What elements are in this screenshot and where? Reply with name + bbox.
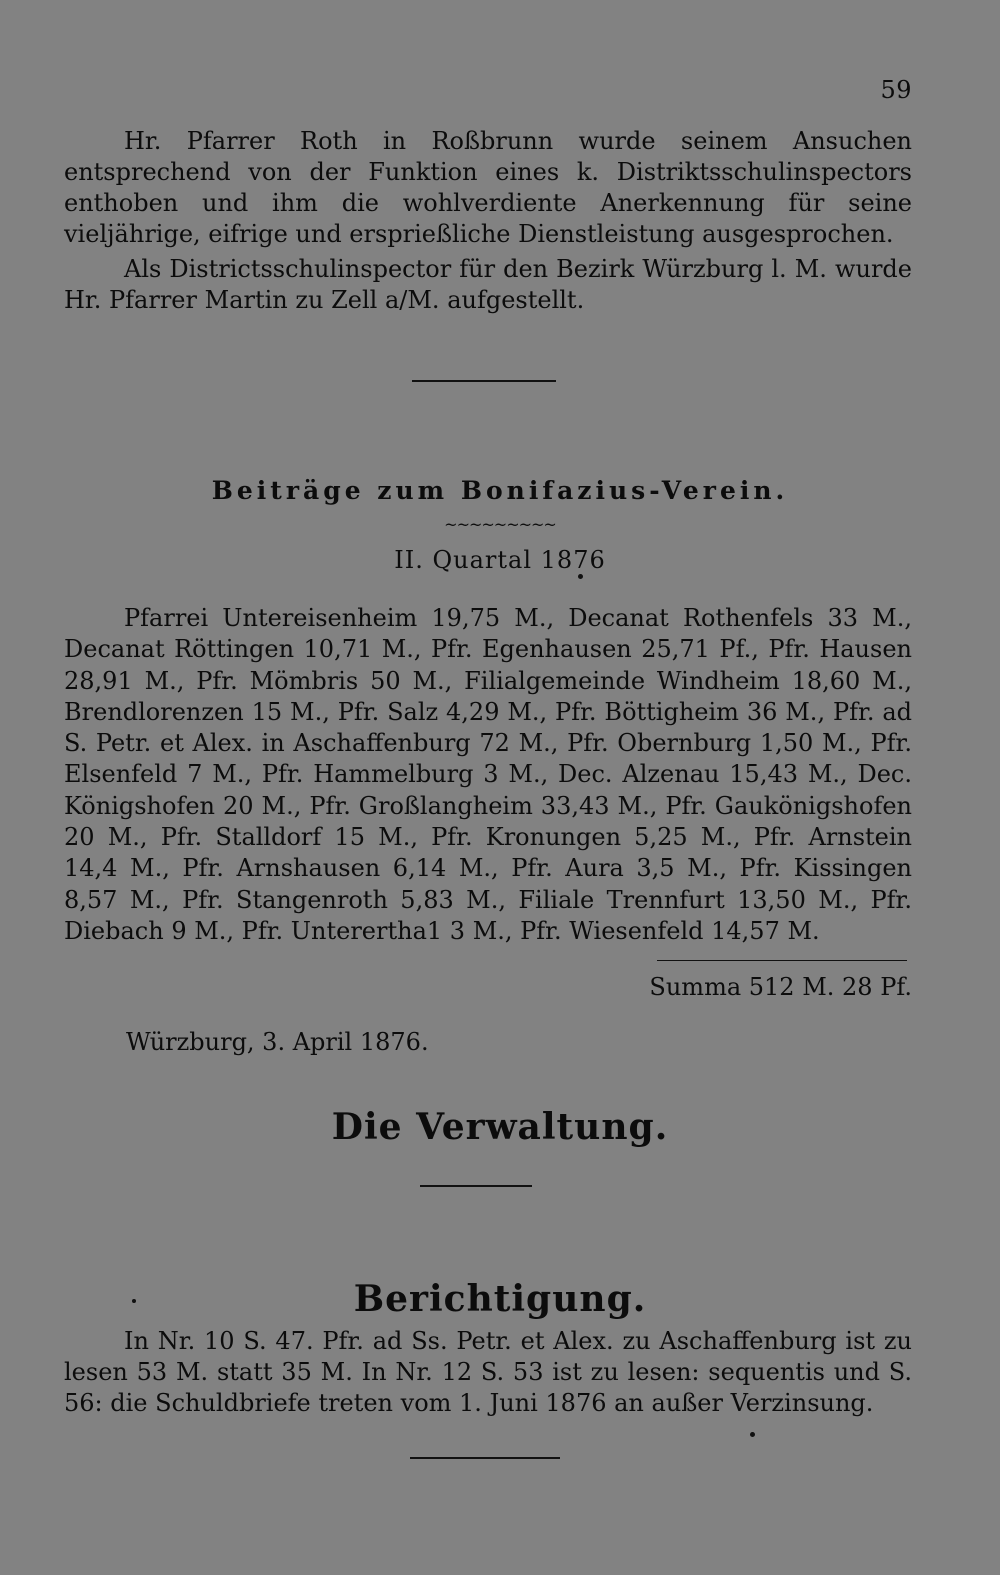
section-divider-top bbox=[412, 380, 556, 382]
notice-paragraph-2: Als Districtsschulinspector für den Bezirk Würzburg l. M. wurde Hr. Pfarrer Martin zu Zell a/M. aufgestellt. bbox=[64, 255, 912, 314]
scan-speck bbox=[750, 1432, 755, 1437]
scan-speck bbox=[578, 574, 583, 579]
scan-speck bbox=[132, 1299, 136, 1303]
notice-paragraph-1: Hr. Pfarrer Roth in Roßbrunn wurde seinem Ansuchen entsprechend von der Funktion eines k. Distriktsschulinspectors enthoben und ihm die wohlverdiente Anerkennung für seine vieljährige, eifrige und ersprießliche Dienstleistung ausgesprochen. bbox=[64, 127, 912, 248]
correction-heading: Berichtigung. bbox=[353, 1278, 647, 1320]
correction-paragraph: In Nr. 10 S. 47. Pfr. ad Ss. Petr. et Alex. zu Aschaffenburg ist zu lesen 53 M. statt 35 M. In Nr. 12 S. 53 ist zu lesen: sequentis und S. 56: die Schuldbriefe treten vom 1. Juni 1876 an außer Verzinsung. bbox=[64, 1327, 912, 1417]
contributions-heading: Beiträge zum Bonifazius-Verein. bbox=[211, 476, 789, 505]
administration-signature: Die Verwaltung. bbox=[331, 1106, 669, 1148]
ornamental-divider: ~~~~~~~~~ bbox=[444, 515, 556, 534]
place-and-date: Würzburg, 3. April 1876. bbox=[126, 1028, 429, 1056]
summa-rule bbox=[657, 960, 907, 961]
page-number: 59 bbox=[880, 76, 912, 104]
contributions-total: Summa 512 M. 28 Pf. bbox=[649, 973, 912, 1001]
quarter-label: II. Quartal 1876 bbox=[394, 546, 606, 574]
contributions-list: Pfarrei Untereisenheim 19,75 M., Decanat Rothenfels 33 M., Decanat Röttingen 10,71 M., Pfr. Egenhausen 25,71 Pf., Pfr. Hausen 28,91 M., Pfr. Mömbris 50 M., Filialgemeinde Windheim 18,60 M., Brendlorenzen 15 M., Pfr. Salz 4,29 M., Pfr. Böttigheim 36 M., Pfr. ad S. Petr. et Alex. in Aschaffenburg 72 M., Pfr. Obernburg 1,50 M., Pfr. Elsenfeld 7 M., Pfr. Hammelburg 3 M., Dec. Alzenau 15,43 M., Dec. Königshofen 20 M., Pfr. Großlangheim 33,43 M., Pfr. Gaukönigshofen 20 M., Pfr. Stalldorf 15 M., Pfr. Kronungen 5,25 M., Pfr. Arnstein 14,4 M., Pfr. Arnshausen 6,14 M., Pfr. Aura 3,5 M., Pfr. Kissingen 8,57 M., Pfr. Stangenroth 5,83 M., Filiale Trennfurt 13,50 M., Pfr. Diebach 9 M., Pfr. Unterertha1 3 M., Pfr. Wiesenfeld 14,57 M. bbox=[64, 604, 912, 945]
signature-divider bbox=[420, 1185, 532, 1187]
section-divider-bottom bbox=[410, 1457, 560, 1459]
